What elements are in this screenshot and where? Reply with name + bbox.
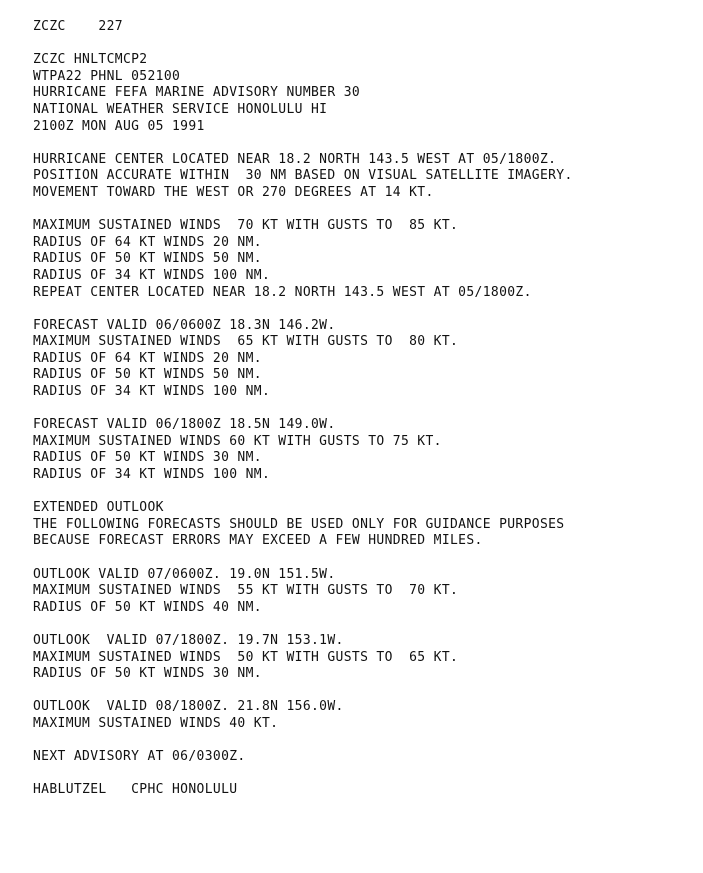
forecast-1-radius-34kt: RADIUS OF 34 KT WINDS 100 NM. xyxy=(33,384,271,400)
advisory-title: HURRICANE FEFA MARINE ADVISORY NUMBER 30 xyxy=(33,85,361,101)
radius-64kt: RADIUS OF 64 KT WINDS 20 NM. xyxy=(33,234,262,250)
signature: HABLUTZEL CPHC HONOLULU xyxy=(33,782,238,798)
extended-outlook-heading: EXTENDED OUTLOOK xyxy=(33,500,164,516)
issue-time: 2100Z MON AUG 05 1991 xyxy=(33,118,205,134)
outlook-3-winds: MAXIMUM SUSTAINED WINDS 40 KT. xyxy=(33,715,279,731)
blank-line xyxy=(33,733,693,750)
blank-line xyxy=(33,202,693,219)
next-advisory: NEXT ADVISORY AT 06/0300Z. xyxy=(33,749,246,765)
outlook-2-valid: OUTLOOK VALID 07/1800Z. 19.7N 153.1W. xyxy=(33,632,344,648)
radius-34kt: RADIUS OF 34 KT WINDS 100 NM. xyxy=(33,267,271,283)
blank-line xyxy=(33,484,693,501)
center-location: HURRICANE CENTER LOCATED NEAR 18.2 NORTH 143.5 WEST AT 05/1800Z. xyxy=(33,151,557,167)
blank-line xyxy=(33,766,693,783)
forecast-1-radius-64kt: RADIUS OF 64 KT WINDS 20 NM. xyxy=(33,350,262,366)
extended-outlook-note-2: BECAUSE FORECAST ERRORS MAY EXCEED A FEW HUNDRED MILES. xyxy=(33,533,483,549)
blank-line xyxy=(33,683,693,700)
forecast-1-radius-50kt: RADIUS OF 50 KT WINDS 50 NM. xyxy=(33,367,262,383)
outlook-2-winds: MAXIMUM SUSTAINED WINDS 50 KT WITH GUSTS TO 65 KT. xyxy=(33,649,459,665)
position-accuracy: POSITION ACCURATE WITHIN 30 NM BASED ON VISUAL SATELLITE IMAGERY. xyxy=(33,168,573,184)
outlook-1-radius-50kt: RADIUS OF 50 KT WINDS 40 NM. xyxy=(33,599,262,615)
radius-50kt: RADIUS OF 50 KT WINDS 50 NM. xyxy=(33,251,262,267)
outlook-1-valid: OUTLOOK VALID 07/0600Z. 19.0N 151.5W. xyxy=(33,566,336,582)
max-winds: MAXIMUM SUSTAINED WINDS 70 KT WITH GUSTS TO 85 KT. xyxy=(33,218,459,234)
issuing-office: NATIONAL WEATHER SERVICE HONOLULU HI xyxy=(33,101,328,117)
blank-line xyxy=(33,135,693,152)
blank-line xyxy=(33,550,693,567)
forecast-1-winds: MAXIMUM SUSTAINED WINDS 65 KT WITH GUSTS TO 80 KT. xyxy=(33,334,459,350)
bulletin-id: ZCZC HNLTCMCP2 xyxy=(33,52,148,68)
extended-outlook-note-1: THE FOLLOWING FORECASTS SHOULD BE USED ONLY FOR GUIDANCE PURPOSES xyxy=(33,516,565,532)
blank-line xyxy=(33,36,693,53)
blank-line xyxy=(33,301,693,318)
forecast-2-winds: MAXIMUM SUSTAINED WINDS 60 KT WITH GUSTS TO 75 KT. xyxy=(33,433,442,449)
forecast-1-valid: FORECAST VALID 06/0600Z 18.3N 146.2W. xyxy=(33,317,336,333)
movement: MOVEMENT TOWARD THE WEST OR 270 DEGREES AT 14 KT. xyxy=(33,184,434,200)
forecast-2-valid: FORECAST VALID 06/1800Z 18.5N 149.0W. xyxy=(33,417,336,433)
repeat-center: REPEAT CENTER LOCATED NEAR 18.2 NORTH 143.5 WEST AT 05/1800Z. xyxy=(33,284,532,300)
transmission-header: ZCZC 227 xyxy=(33,19,123,34)
forecast-2-radius-34kt: RADIUS OF 34 KT WINDS 100 NM. xyxy=(33,467,271,483)
outlook-2-radius-50kt: RADIUS OF 50 KT WINDS 30 NM. xyxy=(33,666,262,682)
outlook-1-winds: MAXIMUM SUSTAINED WINDS 55 KT WITH GUSTS TO 70 KT. xyxy=(33,583,459,599)
outlook-3-valid: OUTLOOK VALID 08/1800Z. 21.8N 156.0W. xyxy=(33,699,344,715)
blank-line xyxy=(33,616,693,633)
forecast-2-radius-50kt: RADIUS OF 50 KT WINDS 30 NM. xyxy=(33,450,262,466)
marine-advisory-text xyxy=(33,19,693,799)
blank-line xyxy=(33,401,693,418)
wmo-header: WTPA22 PHNL 052100 xyxy=(33,68,181,84)
